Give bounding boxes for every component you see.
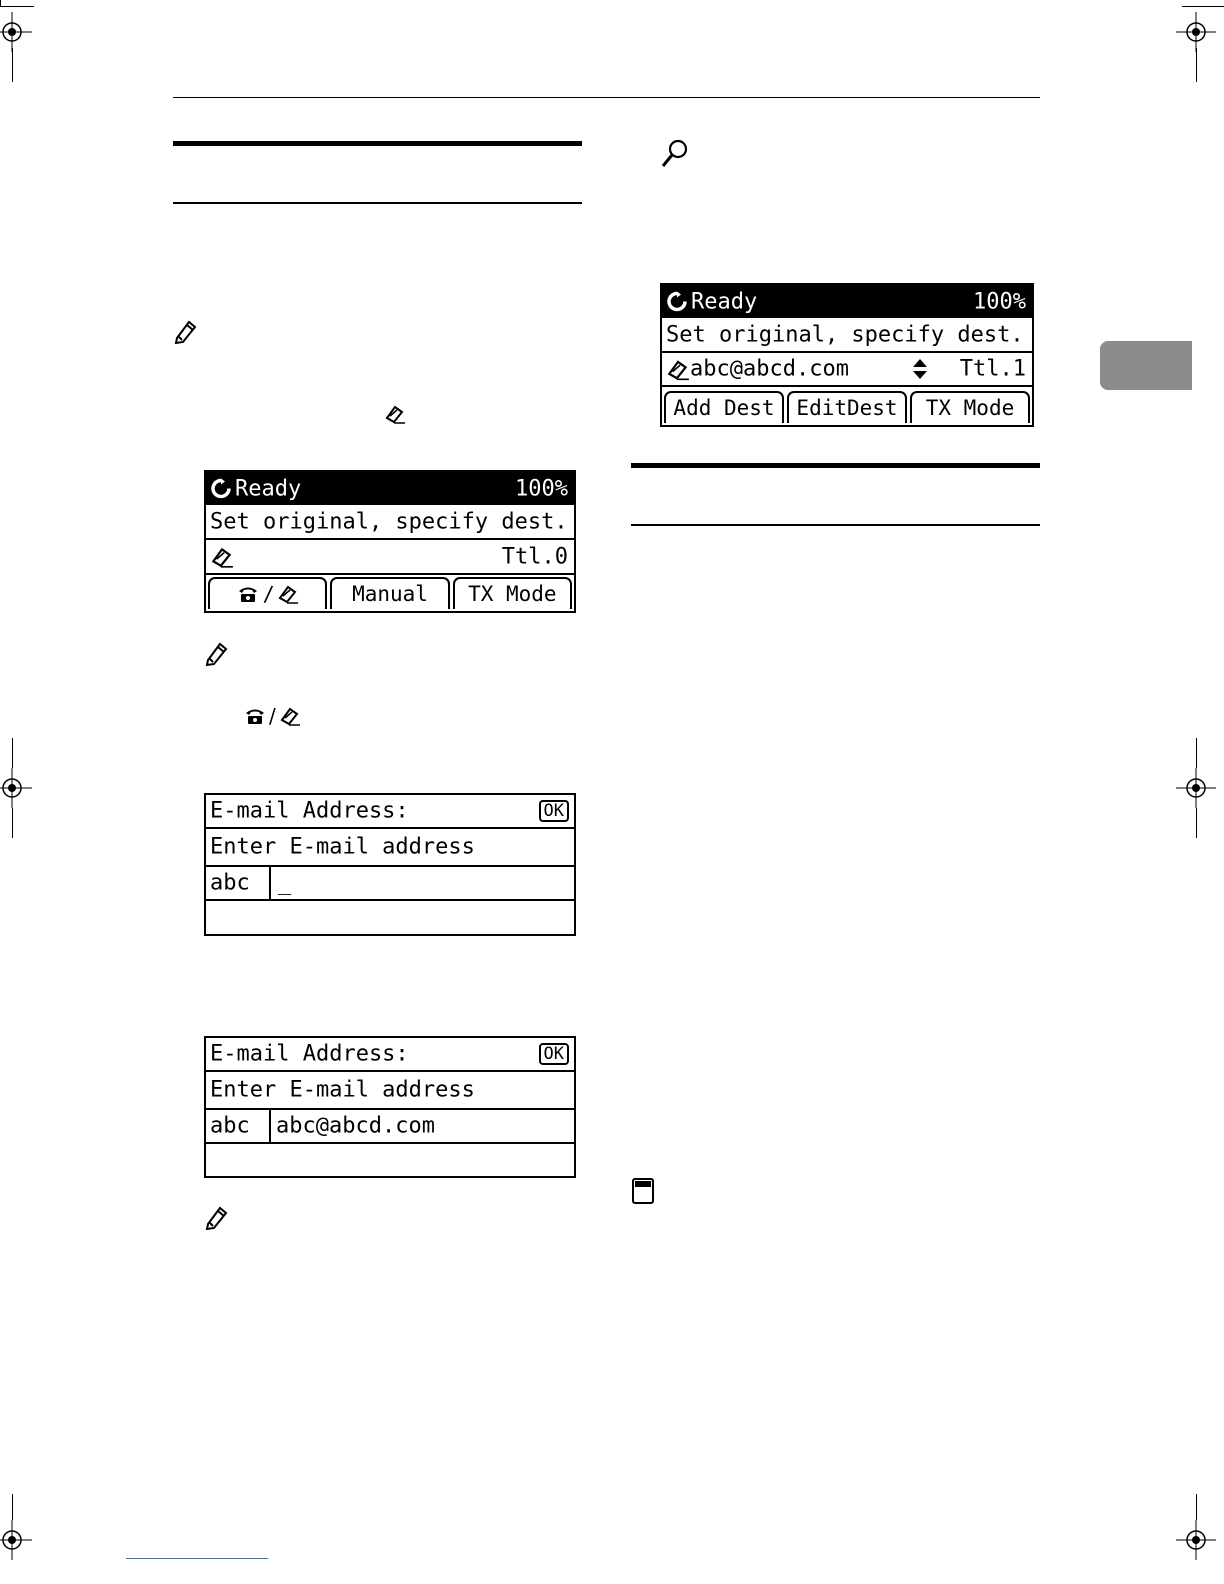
trim-line [12, 808, 13, 838]
softkey-edit-dest[interactable]: EditDest [787, 391, 907, 423]
phone-email-key-label: / [244, 703, 301, 729]
lcd-status-text: Ready [691, 289, 758, 314]
softkey-manual[interactable]: Manual [330, 577, 449, 609]
lcd-destination: abc@abcd.com [690, 356, 849, 382]
lcd-softkeys [662, 391, 1032, 425]
ok-button[interactable]: OK [539, 1043, 569, 1065]
magnifier-icon [660, 138, 690, 170]
email-address-field[interactable]: _ [278, 870, 292, 896]
section-heading-rule-bottom [173, 202, 582, 204]
input-divider [269, 1110, 271, 1142]
chapter-tab [1100, 341, 1192, 390]
crop-mark-icon [0, 12, 32, 52]
lcd-title-row [206, 795, 574, 829]
email-icon [384, 404, 406, 424]
email-icon [210, 546, 234, 568]
trim-line [1196, 48, 1197, 82]
note-pencil-icon [204, 640, 230, 666]
lcd-input-mode: abc [210, 870, 250, 896]
trim-line [1196, 808, 1197, 838]
email-icon [666, 358, 690, 380]
lcd-destination-row [206, 540, 574, 575]
lcd-prompt-row [206, 1072, 574, 1110]
lcd-title: E-mail Address: [210, 1041, 409, 1067]
lcd-message: Set original, specify dest. [666, 322, 1024, 347]
crop-mark-icon [1176, 768, 1216, 808]
softkey-add-dest[interactable]: Add Dest [664, 391, 784, 423]
lcd-status-text: Ready [235, 476, 302, 501]
email-icon [277, 584, 299, 604]
lcd-title-row [206, 1038, 574, 1072]
crop-mark-icon [1176, 12, 1216, 52]
lcd-status-bar [662, 285, 1032, 318]
trim-line [12, 738, 13, 768]
trim-line [12, 48, 13, 82]
fax-lcd-email-entry-screen [204, 793, 576, 936]
section-heading-rule-top [173, 141, 582, 146]
lcd-input-row [206, 1110, 574, 1144]
crop-mark-icon [1176, 1520, 1216, 1560]
trim-line [1182, 6, 1224, 7]
phone-icon [237, 584, 259, 604]
lcd-message-row [206, 505, 574, 540]
input-divider [269, 867, 271, 899]
fax-lcd-ready-screen [660, 283, 1034, 427]
lcd-title: E-mail Address: [210, 798, 409, 824]
lcd-percent: 100% [515, 476, 568, 501]
lcd-message: Set original, specify dest. [210, 509, 568, 534]
section-heading-rule-bottom [631, 524, 1040, 526]
reference-book-icon [631, 1177, 655, 1205]
crop-mark-icon [0, 768, 32, 808]
lcd-total: Ttl.1 [959, 356, 1026, 382]
lcd-prompt-row [206, 829, 574, 867]
lcd-softkeys [206, 577, 574, 611]
scroll-arrows-icon[interactable] [912, 358, 928, 380]
section-heading-rule-top [631, 463, 1040, 468]
note-pencil-icon [173, 318, 199, 344]
lcd-destination-row [662, 353, 1032, 387]
lcd-prompt: Enter E-mail address [210, 834, 475, 860]
lcd-input-row [206, 867, 574, 901]
lcd-input-mode: abc [210, 1113, 250, 1139]
ok-button[interactable]: OK [539, 800, 569, 822]
note-pencil-icon [204, 1204, 230, 1230]
trim-line [0, 6, 34, 7]
trim-line [12, 1494, 13, 1520]
lcd-message-row [662, 318, 1032, 353]
softkey-tx-mode[interactable]: TX Mode [910, 391, 1030, 423]
lcd-percent: 100% [973, 289, 1026, 314]
power-icon [210, 478, 232, 500]
softkey-phone-email[interactable]: / [208, 577, 327, 609]
phone-icon [244, 706, 266, 726]
email-address-field[interactable]: abc@abcd.com [276, 1113, 435, 1139]
trim-line [1196, 1494, 1197, 1520]
footer-link-underline [126, 1558, 268, 1559]
fax-lcd-email-entry-screen [204, 1036, 576, 1178]
lcd-total: Ttl.0 [501, 544, 568, 569]
trim-line [1196, 738, 1197, 768]
power-icon [666, 291, 688, 313]
softkey-tx-mode[interactable]: TX Mode [453, 577, 572, 609]
header-rule [173, 97, 1040, 98]
fax-lcd-ready-screen [204, 470, 576, 613]
email-icon [279, 706, 301, 726]
lcd-status-bar [206, 472, 574, 505]
crop-mark-icon [0, 1520, 32, 1560]
lcd-prompt: Enter E-mail address [210, 1077, 475, 1103]
